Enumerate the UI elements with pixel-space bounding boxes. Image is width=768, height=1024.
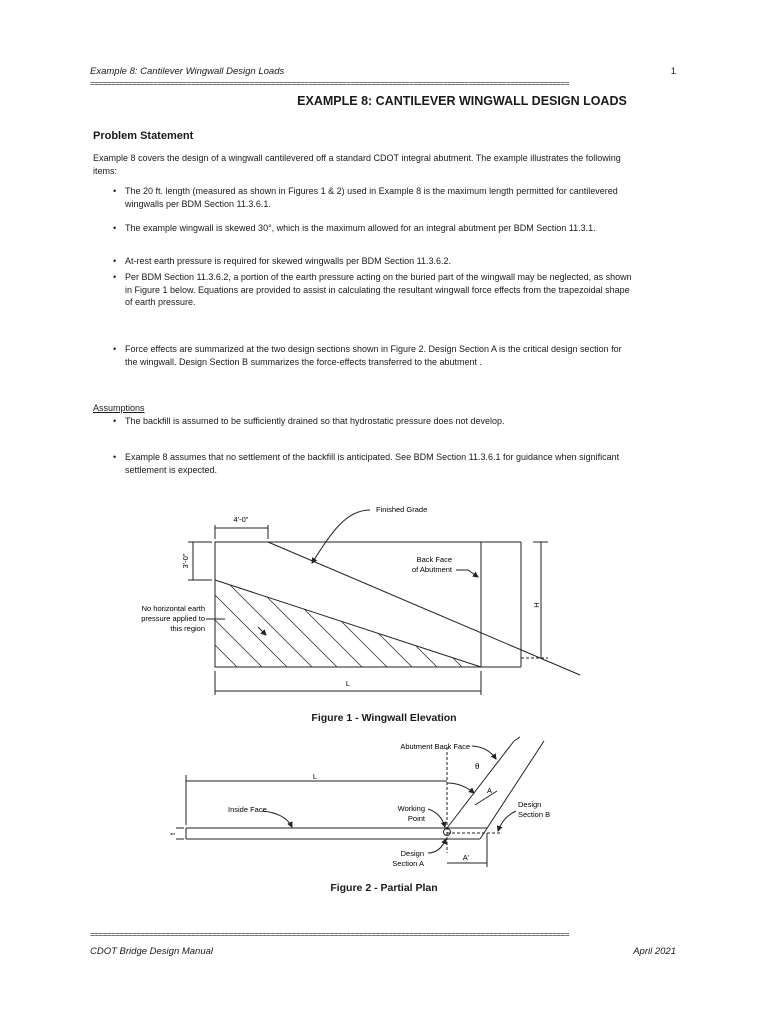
fig1-no-pressure-1: No horizontal earth [141, 604, 205, 613]
fig2-a-prime: A' [462, 853, 470, 862]
problem-bullets-3 [113, 255, 633, 268]
fig1-back-face-1: Back Face [416, 555, 452, 564]
bullet-item: • Force effects are summarized at the two design sections shown in Figure 2. Design Section A is the critical design section for the wingwall. Design Section B summarizes the force-effects transferred to the abutment . [113, 343, 633, 368]
assumptions-bullets-1 [113, 415, 633, 428]
page-header [90, 66, 676, 80]
page-number: 1 [670, 66, 676, 77]
bullet-item: • The backfill is assumed to be sufficiently drained so that hydrostatic pressure does not develop. [113, 415, 633, 428]
problem-bullets-4 [113, 271, 633, 309]
assumptions-bullets-2 [113, 451, 633, 476]
bullet-item: • At-rest earth pressure is required for skewed wingwalls per BDM Section 11.3.6.2. [113, 255, 633, 268]
header-title: Example 8: Cantilever Wingwall Design Loads [90, 66, 285, 77]
problem-bullets-2 [113, 222, 633, 235]
fig2-design-a-2: Section A [392, 859, 424, 868]
problem-heading: Problem Statement [93, 130, 194, 142]
problem-bullets-1 [113, 185, 633, 210]
pressure-limit-line [215, 580, 481, 667]
bullet-item: • The example wingwall is skewed 30°, which is the maximum allowed for an integral abutment per BDM Section 11.3.1. [113, 222, 633, 235]
fig2-design-b-1: Design [518, 800, 542, 809]
footer-manual: CDOT Bridge Design Manual [90, 946, 214, 957]
fig2-theta: θ [475, 762, 480, 771]
page-footer [90, 946, 676, 960]
figure-2-caption: Figure 2 - Partial Plan [330, 882, 438, 894]
fig1-dim-left: 3'-0" [181, 553, 190, 569]
document-title: EXAMPLE 8: CANTILEVER WINGWALL DESIGN LOADS [297, 94, 627, 108]
fig2-design-a-1: Design [400, 849, 424, 858]
fig2-abutment-back-face: Abutment Back Face [400, 742, 470, 751]
figure-2-partial-plan [0, 735, 768, 885]
fig2-inside-face: Inside Face [228, 805, 267, 814]
problem-bullets-5 [113, 343, 633, 368]
fig2-dim-l: L [312, 772, 318, 781]
header-rule: ================================================================================================================== [90, 80, 569, 89]
fig1-no-pressure-3: this region [170, 624, 205, 633]
fig1-no-pressure-2: pressure applied to [141, 614, 205, 623]
bullet-item: • Example 8 assumes that no settlement of the backfill is anticipated. See BDM Section 11.3.6.1 for guidance when significant settlement is expected. [113, 451, 633, 476]
footer-rule: ================================================================================================================== [90, 931, 569, 940]
fig1-dim-l: L [345, 679, 351, 688]
problem-intro: Example 8 covers the design of a wingwall cantilevered off a standard CDOT integral abutment. The example illustrates the following items: [93, 153, 621, 176]
fig2-working-2: Point [407, 814, 425, 823]
assumptions-heading: Assumptions [93, 403, 145, 413]
fig1-finished-grade: Finished Grade [376, 505, 428, 514]
bullet-item: • The 20 ft. length (measured as shown in Figures 1 & 2) used in Example 8 is the maximum length permitted for cantilevered wingwalls per BDM Section 11.3.6.1. [113, 185, 633, 210]
figure-1-caption: Figure 1 - Wingwall Elevation [311, 712, 457, 724]
bullet-item: • Per BDM Section 11.3.6.2, a portion of the earth pressure acting on the buried part of the wingwall may be neglected, as shown in Figure 1 below. Equations are provided to assist in calculating the resultant wingwall force effects from the trapezoidal shape of earth pressure. [113, 271, 633, 309]
fig2-dim-a: A [487, 786, 493, 795]
fig2-design-b-2: Section B [518, 810, 551, 819]
figure-1-wingwall-elevation [0, 495, 768, 705]
fig1-dim-h: H [532, 602, 541, 608]
fig2-working-1: Working [397, 804, 425, 813]
fig1-dim-top: 4'-0" [233, 515, 249, 524]
fig1-back-face-2: of Abutment [411, 565, 452, 574]
footer-date: April 2021 [633, 946, 676, 957]
fig2-dim-t: t [168, 832, 177, 836]
